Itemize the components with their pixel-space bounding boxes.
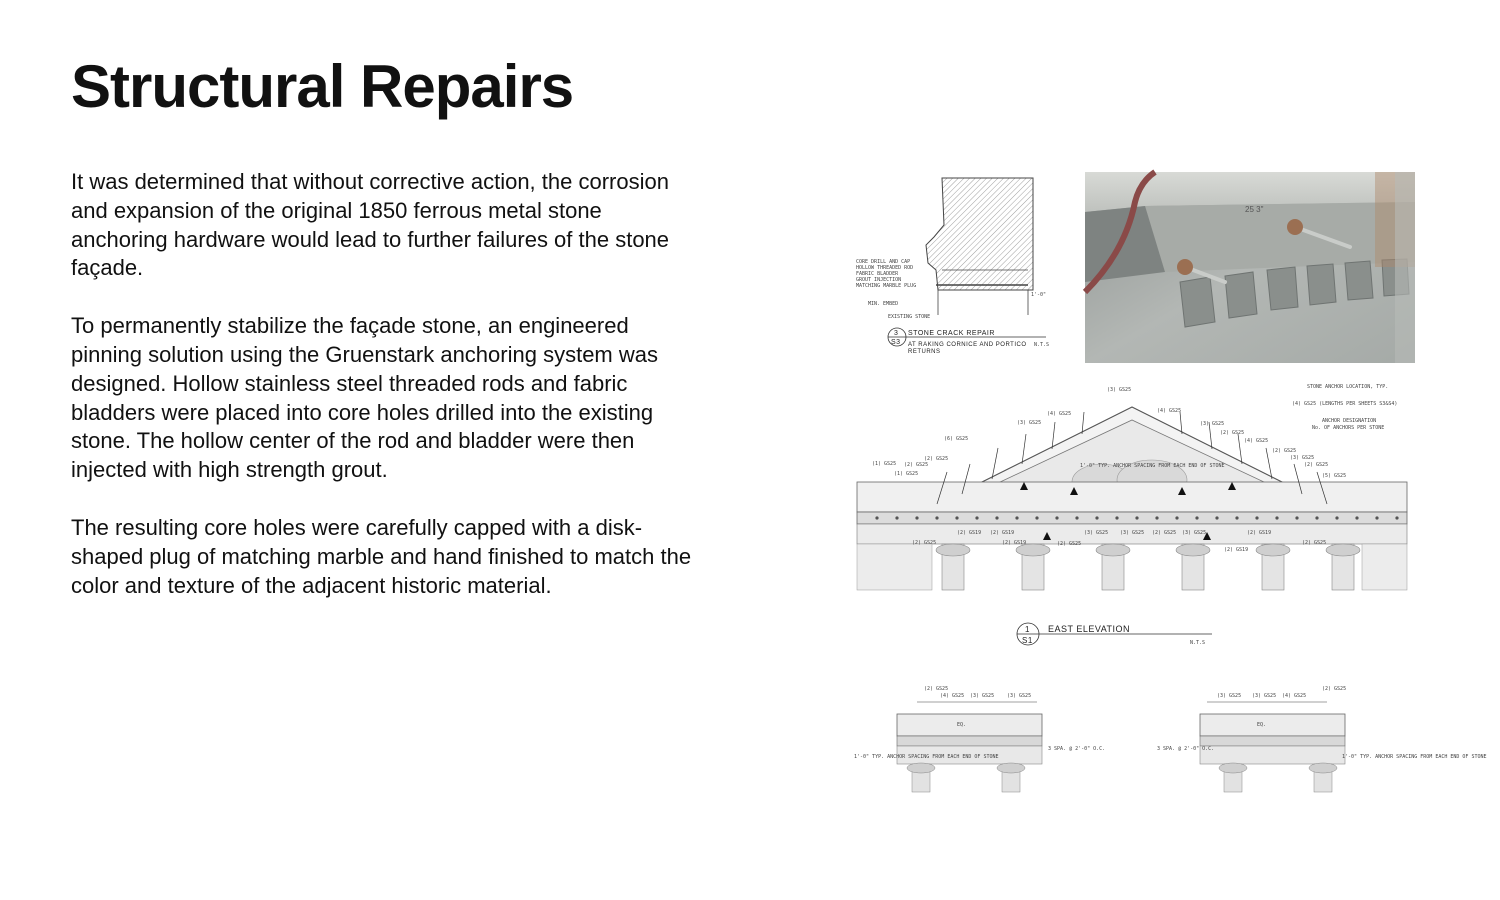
side-elevation-details [852,682,1487,797]
svg-text:25 3": 25 3" [1245,205,1264,214]
right-callout-1: (3) GS25 [1217,693,1242,699]
east-elevation-drawing [852,382,1412,652]
elev-bottom-6: (3) GS25 [1084,530,1109,536]
elev-callout-left-5: (6) GS25 [944,436,969,442]
svg-text:MATCHING MARBLE PLUG: MATCHING MARBLE PLUG [856,283,917,289]
elev-tag-number: 1 [1025,625,1030,634]
legend-item-4: No. OF ANCHORS PER STONE [1312,425,1385,431]
svg-text:FABRIC BLADDER: FABRIC BLADDER [856,271,899,277]
legend-item-2: (4) GS25 (LENGTHS PER SHEETS S3&S4) [1292,401,1398,407]
elev-title: EAST ELEVATION [1048,624,1131,634]
elev-callout-right-4: (4) GS25 [1244,438,1269,444]
left-callout-2: (4) GS25 [940,693,965,699]
right-callout-4: (2) GS25 [1322,686,1347,692]
detail-title: STONE CRACK REPAIR [908,330,995,337]
detail-scale: N.T.S [1034,342,1050,348]
right-note: 1'-0" TYP. ANCHOR SPACING FROM EACH END OF STONE [1342,754,1487,760]
body-text [71,168,701,629]
elev-bottom-3: (2) GS19 [990,530,1015,536]
elev-tag-sheet: S1 [1022,636,1033,645]
elev-bottom-4: (2) GS19 [1002,540,1027,546]
elev-bottom-7: (3) GS25 [1120,530,1145,536]
left-callout-1: (2) GS25 [924,686,949,692]
elev-bottom-2: (2) GS19 [957,530,982,536]
elev-callout-left-7: (4) GS25 [1047,411,1072,417]
left-side-detail [854,686,1105,792]
elev-callout-left-2: (2) GS25 [904,462,929,468]
right-eq: EQ. [1257,722,1267,728]
elev-callout-left-6: (3) GS25 [1017,420,1042,426]
paragraph-1: It was determined that without corrective action, the corrosion and expansion of the original 1850 ferrous metal stone anchoring hardware would lead to further failures of the stone façade. [71,169,670,281]
elev-bottom-8: (2) GS25 [1152,530,1177,536]
stone-anchor-photo [1085,172,1415,363]
elev-callout-right-7: (2) GS25 [1304,462,1329,468]
elev-bottom-1: (2) GS25 [912,540,937,546]
elev-callout-left-4: (2) GS25 [924,456,949,462]
elev-bottom-9: (3) GS25 [1182,530,1207,536]
svg-text:GROUT INJECTION: GROUT INJECTION [856,277,902,283]
left-note: 1'-0" TYP. ANCHOR SPACING FROM EACH END OF STONE [854,754,999,760]
detail-subtitle-2: RETURNS [908,349,941,355]
elev-scale: N.T.S [1190,640,1206,646]
elev-bottom-10: (2) GS19 [1224,547,1249,553]
svg-text:CORE DRILL AND CAP: CORE DRILL AND CAP [856,259,911,265]
detail-dimension: 1'-0" [1031,292,1047,298]
legend-item-3: ANCHOR DESIGNATION [1322,418,1377,424]
legend-item-1: STONE ANCHOR LOCATION, TYP. [1307,384,1389,390]
svg-text:MIN. EMBED: MIN. EMBED [868,301,899,307]
elev-callout-right-1: (4) GS25 [1157,408,1182,414]
elev-callout-right-5: (2) GS25 [1272,448,1297,454]
detail-tag-sheet: S3 [891,339,901,346]
elev-callout-left-1: (1) GS25 [872,461,897,467]
detail-tag-number: 3 [894,330,899,337]
elev-callout-right-6: (3) GS25 [1290,455,1315,461]
elev-callout-right-2: (3) GS25 [1200,421,1225,427]
elev-callout-right-8: (5) GS25 [1322,473,1347,479]
right-spacing: 3 SPA. @ 2'-0" O.C. [1157,746,1215,752]
elev-anchor-note: 1'-0" TYP. ANCHOR SPACING FROM EACH END OF STONE [1080,463,1225,469]
elev-callout-top: (3) GS25 [1107,387,1132,393]
left-callout-3: (3) GS25 [970,693,995,699]
paragraph-3: The resulting core holes were carefully capped with a disk- shaped plug of matching marble and hand finished to match the color and texture of the adjacent historic material. [71,514,692,598]
right-callout-2: (3) GS25 [1252,693,1277,699]
page-title: Structural Repairs [71,53,574,120]
right-callout-3: (4) GS25 [1282,693,1307,699]
detail-subtitle-1: AT RAKING CORNICE AND PORTICO [908,342,1027,348]
elev-bottom-12: (2) GS25 [1302,540,1327,546]
left-eq: EQ. [957,722,967,728]
svg-text:HOLLOW THREADED ROD: HOLLOW THREADED ROD [856,265,914,271]
elev-callout-left-3: (1) GS25 [894,471,919,477]
right-side-detail [1157,686,1487,792]
stone-crack-repair-detail [848,175,1048,360]
left-callout-4: (3) GS25 [1007,693,1032,699]
elev-callout-right-3: (2) GS25 [1220,430,1245,436]
paragraph-2: To permanently stabilize the façade stone, an engineered pinning solution using the Gruenstark anchoring system was designed. Hollow stainless steel threaded rods and fabric bladders were placed into core holes drilled into the existing stone. The hollow center of the rod and bladder were then injected with high strength grout. [71,313,658,483]
elev-bottom-5: (2) GS25 [1057,541,1082,547]
svg-text:EXISTING STONE: EXISTING STONE [888,314,931,320]
left-spacing: 3 SPA. @ 2'-0" O.C. [1048,746,1106,752]
elev-bottom-11: (2) GS19 [1247,530,1272,536]
